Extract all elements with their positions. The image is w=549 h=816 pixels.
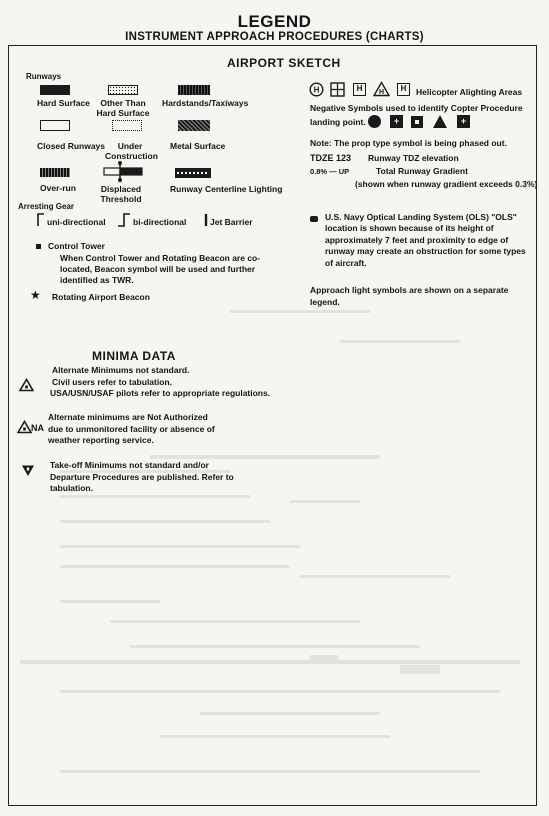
neg-circle-icon: [368, 115, 381, 128]
takeoff-minimums-triangle-icon: [21, 464, 35, 477]
runway-label-other-than-hard: Other Than Hard Surface: [96, 98, 150, 118]
runway-label-closed: Closed Runways: [37, 141, 106, 151]
minima-item-1-line-1: Alternate Minimums not standard.: [52, 365, 190, 375]
runway-label-centerline-lighting: Runway Centerline Lighting: [170, 184, 283, 194]
minima-item-3-line-2: Departure Procedures are published. Refer to: [50, 471, 234, 482]
uni-directional-gear-icon: [36, 212, 46, 228]
runway-label-under-construction: Under Construction: [105, 141, 158, 161]
arresting-gear-label: Arresting Gear: [18, 202, 75, 211]
minima-item-2-line-2: due to unmonitored facility or absence of: [48, 423, 215, 434]
heli-cross-h-icon: [330, 82, 345, 97]
jet-barrier-icon: [202, 213, 210, 227]
svg-text:H: H: [378, 89, 385, 96]
runway-label-metal: Metal Surface: [170, 141, 226, 151]
svg-text:H: H: [313, 85, 320, 95]
hardstand-taxiway-icon: [178, 85, 210, 95]
control-tower-title: Control Tower: [48, 241, 105, 251]
other-than-hard-surface-runway-icon: [108, 85, 138, 95]
gradient-note: (shown when runway gradient exceeds 0.3%): [355, 179, 538, 189]
na-badge: NA: [31, 423, 44, 433]
metal-surface-runway-icon: [178, 120, 210, 131]
runway-label-hard-surface: Hard Surface: [37, 98, 90, 108]
ols-text: U.S. Navy Optical Landing System (OLS) "OLS" location is shown because of its height of approximately 7 feet and proximity to edge of runway may create an obstruction for some types of aircraft.: [325, 212, 526, 268]
displaced-threshold-icon: [103, 160, 143, 184]
control-tower-text: When Control Tower and Rotating Beacon are co-located, Beacon symbol will be used and further identified as TWR.: [60, 253, 261, 285]
minima-item-2: [48, 412, 215, 447]
minima-item-2-line-1: Alternate minimums are Not Authorized: [48, 412, 208, 422]
bi-directional-gear-icon: [116, 212, 132, 228]
alternate-minimums-triangle-icon: [19, 378, 34, 392]
bi-directional-label: bi-directional: [133, 217, 187, 227]
rotating-beacon-icon: ★: [30, 288, 41, 302]
neg-square-plus-icon: +: [457, 115, 470, 128]
ols-icon: [310, 216, 318, 222]
minima-item-3-line-3: tabulation.: [50, 483, 93, 494]
control-tower-icon: [36, 244, 41, 249]
gradient-label: Total Runway Gradient: [376, 166, 468, 176]
jet-barrier-label: Jet Barrier: [210, 217, 253, 227]
legend-subtitle: INSTRUMENT APPROACH PROCEDURES (CHARTS): [125, 31, 424, 43]
minima-data-title: MINIMA DATA: [92, 349, 176, 363]
closed-runway-icon: [40, 120, 70, 131]
uni-directional-label: uni-directional: [47, 217, 106, 227]
gradient-code: 0.8% — UP: [310, 167, 350, 176]
prop-note: Note: The prop type symbol is being phased out.: [310, 138, 507, 148]
minima-item-1: [52, 365, 270, 400]
landing-point-text: landing point.: [310, 117, 366, 127]
runway-label-displaced-threshold: Displaced Threshold: [100, 184, 142, 204]
legend-title: LEGEND: [237, 12, 312, 31]
minima-item-3: [50, 460, 234, 495]
runways-label: Runways: [26, 72, 62, 81]
alternate-not-authorized-icon: [17, 420, 32, 434]
neg-cross-icon: +: [390, 115, 403, 128]
rotating-beacon-label: Rotating Airport Beacon: [52, 292, 150, 302]
heli-triangle-h-icon: [373, 81, 390, 97]
minima-item-2-line-3: weather reporting service.: [48, 435, 154, 446]
hard-surface-runway-icon: [40, 85, 70, 95]
over-run-icon: [40, 168, 70, 177]
heli-square-plus-h-icon: H: [397, 83, 410, 96]
airport-sketch-title: AIRPORT SKETCH: [227, 56, 341, 70]
approach-light-text: Approach light symbols are shown on a separate legend.: [310, 285, 509, 307]
minima-item-1-line-2: Civil users refer to tabulation.: [52, 376, 172, 387]
minima-item-3-line-1: Take-off Minimums not standard and/or: [50, 460, 209, 470]
neg-square-icon: [411, 116, 423, 128]
neg-triangle-icon: [432, 114, 448, 129]
centerline-lighting-icon: [175, 168, 211, 178]
minima-item-1-line-3: USA/USN/USAF pilots refer to appropriate regulations.: [50, 388, 271, 399]
runway-label-hardstands: Hardstands/Taxiways: [162, 98, 249, 108]
heli-square-h-icon: H: [353, 83, 366, 96]
tdze-label: Runway TDZ elevation: [368, 153, 459, 163]
negative-symbols-text: Negative Symbols used to identify Copter Procedure: [310, 103, 523, 113]
heli-circle-h-icon: [309, 82, 324, 97]
heli-alighting-label: Helicopter Alighting Areas: [416, 87, 523, 97]
under-construction-runway-icon: [112, 120, 142, 131]
tdze-code: TDZE 123: [310, 153, 352, 163]
runway-label-over-run: Over-run: [40, 183, 76, 193]
